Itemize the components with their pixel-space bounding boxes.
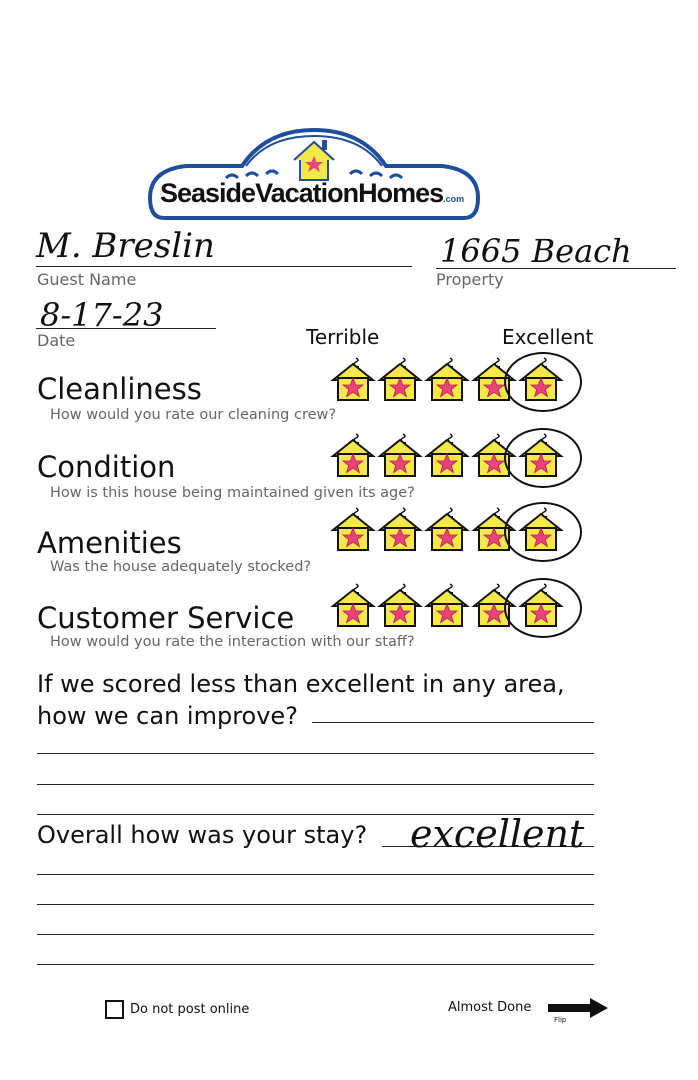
house-star-icon[interactable] <box>330 432 376 478</box>
do-not-post-label: Do not post online <box>130 1002 250 1017</box>
property-value: 1665 Beach <box>440 232 632 270</box>
improve-question-line1: If we scored less than excellent in any area, <box>37 670 565 698</box>
overall-answer-line[interactable] <box>37 964 594 965</box>
house-star-icon[interactable] <box>377 356 423 402</box>
rating-row[interactable] <box>330 356 570 402</box>
improve-answer-line[interactable] <box>312 722 594 723</box>
logo-text: SeasideVacationHomes.com <box>160 178 465 208</box>
scale-low-label: Terrible <box>306 325 380 349</box>
selected-rating-circle <box>504 502 582 562</box>
category-title: Customer Service <box>37 601 295 635</box>
house-star-icon[interactable] <box>330 356 376 402</box>
house-star-icon[interactable] <box>424 506 470 552</box>
overall-answer-line[interactable] <box>37 904 594 905</box>
guest-name-line <box>36 266 412 267</box>
house-star-icon[interactable] <box>377 506 423 552</box>
house-star-icon[interactable] <box>330 506 376 552</box>
category-description: How would you rate our cleaning crew? <box>50 407 337 423</box>
rating-row[interactable] <box>330 582 570 628</box>
date-line <box>36 328 216 329</box>
house-star-icon[interactable] <box>424 432 470 478</box>
house-star-icon[interactable] <box>377 432 423 478</box>
property-label: Property <box>436 270 504 289</box>
house-star-icon[interactable] <box>330 582 376 628</box>
checkbox-icon[interactable] <box>105 1000 124 1019</box>
category-description: How would you rate the interaction with our staff? <box>50 634 415 650</box>
logo <box>146 126 482 226</box>
flip-label: Flip <box>554 1016 567 1024</box>
date-label: Date <box>37 331 76 350</box>
improve-answer-line[interactable] <box>37 784 594 785</box>
date-value: 8-17-23 <box>40 296 164 334</box>
guest-name-value: M. Breslin <box>36 226 215 266</box>
overall-answer-line[interactable] <box>37 874 594 875</box>
scale-high-label: Excellent <box>502 325 594 349</box>
category-title: Amenities <box>37 526 182 560</box>
house-star-icon[interactable] <box>424 356 470 402</box>
house-star-icon[interactable] <box>377 582 423 628</box>
selected-rating-circle <box>504 352 582 412</box>
improve-answer-line[interactable] <box>37 753 594 754</box>
house-star-icon[interactable] <box>424 582 470 628</box>
rating-row[interactable] <box>330 432 570 478</box>
selected-rating-circle <box>504 578 582 638</box>
overall-answer-value: excellent <box>410 812 585 856</box>
property-line <box>436 268 676 269</box>
overall-answer-line[interactable] <box>37 934 594 935</box>
guest-name-label: Guest Name <box>37 270 137 289</box>
category-title: Cleanliness <box>37 372 202 406</box>
selected-rating-circle <box>504 428 582 488</box>
category-description: How is this house being maintained given its age? <box>50 485 415 501</box>
logo-badge-icon <box>146 126 482 226</box>
category-title: Condition <box>37 450 176 484</box>
rating-row[interactable] <box>330 506 570 552</box>
category-description: Was the house adequately stocked? <box>50 559 312 575</box>
improve-question-line2: how we can improve? <box>37 702 298 730</box>
overall-question: Overall how was your stay? <box>37 821 368 849</box>
almost-done-label: Almost Done <box>448 1000 532 1015</box>
